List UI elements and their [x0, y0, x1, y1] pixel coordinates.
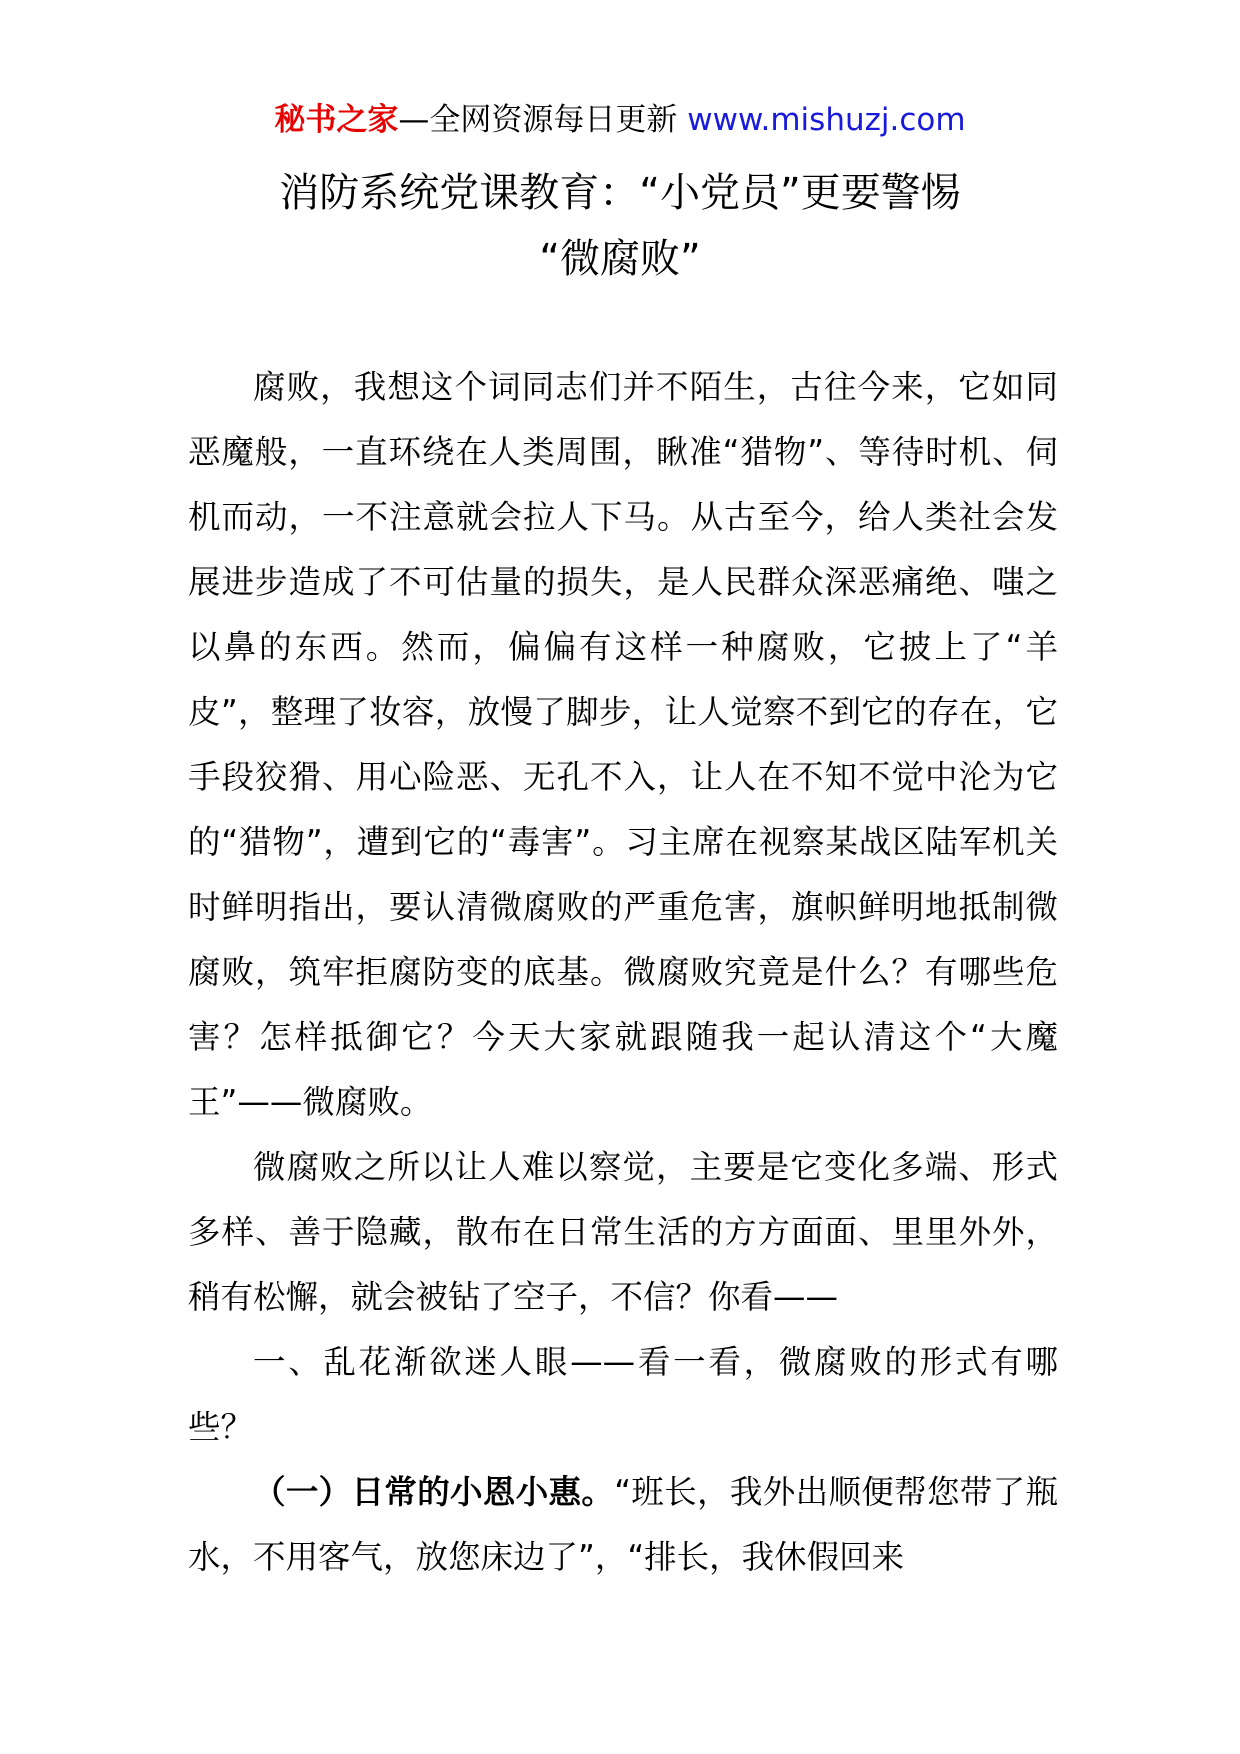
body-paragraph-intro: 腐败，我想这个词同志们并不陌生，古往今来，它如同恶魔般，一直环绕在人类周围，瞅准“猎物”、等待时机、伺机而动，一不注意就会拉人下马。从古至今，给人类社会发展进步造成了不可估量的损失，是人民群众深恶痛绝、嗤之以鼻的东西。然而，偏偏有这样一种腐败，它披上了“羊皮”，整理了妆容，放慢了脚步，让人觉察不到它的存在，它手段狡猾、用心险恶、无孔不入，让人在不知不觉中沦为它的“猎物”，遭到它的“毒害”。习主席在视察某战区陆军机关时鲜明指出，要认清微腐败的严重危害，旗帜鲜明地抵制微腐败，筑牢拒腐防变的底基。微腐败究竟是什么？有哪些危害？怎样抵御它？今天大家就跟随我一起认清这个“大魔王”——微腐败。 — [188, 368, 1058, 1121]
site-tagline: —全网资源每日更新 — [398, 102, 688, 138]
document-title-line-1: 消防系统党课教育：“小党员”更要警惕 — [279, 170, 961, 216]
site-brand: 秘书之家 — [274, 102, 399, 138]
small-favors-text: “班长，我外出顺便帮您带了瓶水，不用客气，放您床边了”，“排长，我休假回来 — [188, 1473, 1058, 1576]
body-paragraph-small-favors — [188, 1460, 1058, 1590]
document-title-line-2: “微腐败” — [539, 236, 701, 282]
subheading-small-favors: （一）日常的小恩小惠。 — [253, 1473, 615, 1511]
site-header — [0, 98, 1240, 142]
section-heading-1: 一、乱花渐欲迷人眼——看一看，微腐败的形式有哪些？ — [188, 1343, 1058, 1446]
body-paragraph-forms: 微腐败之所以让人难以察觉，主要是它变化多端、形式多样、善于隐藏，散布在日常生活的方方面面、里里外外，稍有松懈，就会被钻了空子，不信？你看—— — [188, 1148, 1058, 1316]
site-url-link[interactable]: www.mishuzj.com — [687, 102, 966, 138]
